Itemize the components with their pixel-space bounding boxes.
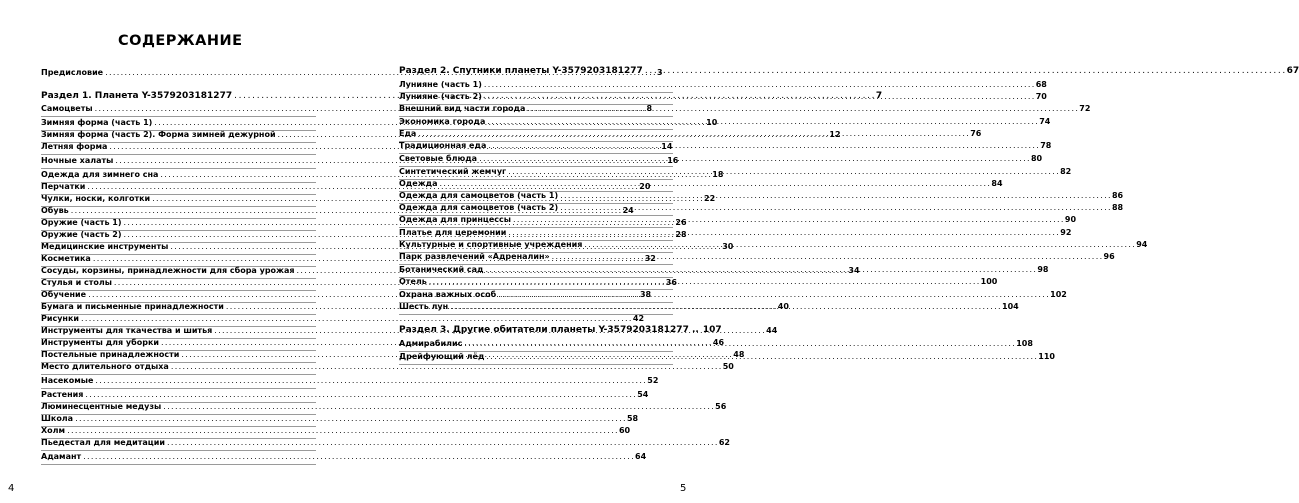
dot-leader (81, 314, 631, 323)
toc-entry-page: 76 (970, 129, 982, 138)
toc-entry-page: 94 (1136, 240, 1148, 249)
toc-entry-page: 7 (875, 91, 883, 101)
toc-entry-label: Зимняя форма (часть 1) (41, 118, 153, 127)
toc-entry-label: Раздел 3. Другие обитатели планеты Y-3579203181277 .. (399, 325, 699, 335)
toc-entry-label: Одежда для самоцветов (часть 2) (399, 203, 559, 212)
toc-entry-page: 60 (618, 426, 631, 435)
dot-leader (552, 252, 1102, 261)
dot-leader (83, 452, 633, 461)
toc-entry-page: 12 (829, 130, 841, 139)
toc-entry-label: Чулки, носки, колготки (41, 194, 151, 203)
dot-leader (485, 265, 1035, 274)
toc-entry-label: Одежда для зимнего сна (41, 170, 159, 179)
toc-entry-label: Холм (41, 426, 66, 435)
dot-leader (95, 376, 645, 385)
dot-leader (418, 129, 968, 138)
dot-leader (560, 203, 1110, 212)
toc-entry-label: Лунияне (часть 2) (399, 92, 482, 101)
toc-entry-label: Инструменты для уборки (41, 338, 159, 347)
dot-leader (440, 179, 990, 188)
dot-leader (464, 339, 1014, 348)
toc-entry-page: 110 (1038, 352, 1055, 361)
toc-entry-page: 44 (766, 326, 778, 335)
toc-entry-label: Одежда для самоцветов (часть 1) (399, 191, 559, 200)
toc-entry-page: 96 (1103, 252, 1115, 261)
toc-entry-page: 74 (1039, 117, 1051, 126)
dot-leader (488, 141, 1038, 150)
dot-leader (508, 228, 1058, 237)
toc-entry (399, 277, 998, 290)
dot-leader (167, 438, 717, 447)
toc-entry-page: 8 (646, 104, 653, 113)
toc-entry (41, 362, 734, 375)
toc-entry-page: 72 (1079, 104, 1091, 113)
toc-entry-page: 22 (704, 194, 716, 203)
toc-entry-page: 3 (656, 68, 663, 77)
dot-leader (487, 117, 1037, 126)
toc-entry-page: 42 (632, 314, 645, 323)
toc-entry-page: 78 (1040, 141, 1052, 150)
toc-entry-page: 50 (722, 362, 734, 371)
toc-entry-label: Ботанический сад (399, 265, 484, 274)
toc-entry-label: Рисунки (41, 314, 79, 323)
toc-entry (399, 141, 1052, 154)
toc-entry-page: 34 (848, 266, 860, 275)
toc-entry-label: Пьедестал для медитации (41, 438, 165, 447)
contents-title: СОДЕРЖАНИЕ (118, 33, 243, 49)
toc-entry-label: Оружие (часть 1) (41, 218, 122, 227)
toc-entry-page: 28 (675, 230, 687, 239)
toc-entry-page: 20 (639, 182, 651, 191)
toc-entry (399, 154, 1043, 167)
toc-entry-page: 62 (718, 438, 730, 447)
toc-entry-page: 82 (1060, 167, 1072, 176)
toc-entry-label: Отель (399, 277, 427, 286)
toc-entry-label: Медицинские инструменты (41, 242, 169, 251)
toc-entry-page: 38 (639, 290, 652, 299)
dot-leader (163, 402, 713, 411)
toc-entry-page: 26 (675, 218, 687, 227)
toc-entry-page: 14 (661, 142, 673, 151)
left-page-number: 4 (8, 483, 15, 494)
toc-entry-page: 64 (635, 452, 647, 461)
toc-entry-label: Одежда для принцессы (399, 215, 511, 224)
toc-section-heading (399, 66, 1299, 78)
toc-entry-page: 24 (622, 206, 634, 215)
toc-entry-label: Перчатки (41, 182, 86, 191)
toc-entry-label: Раздел 1. Планета Y-3579203181277 (41, 91, 233, 101)
toc-entry-page: 92 (1060, 228, 1072, 237)
dot-leader (584, 240, 1134, 249)
toc-entry-label: Одежда (399, 179, 438, 188)
toc-entry-page: 54 (637, 390, 649, 399)
toc-entry-label: Лунияне (часть 1) (399, 80, 482, 89)
toc-entry-page: 70 (1035, 92, 1047, 101)
toc-entry-label: Парк развлечений «Адреналин» (399, 252, 550, 261)
toc-entry-label: Экономика города (399, 117, 486, 126)
toc-entry-label: Место длительного отдыха (41, 362, 169, 371)
dot-leader (484, 80, 1034, 89)
toc-entry-label: Культурные и спортивные учреждения (399, 240, 583, 249)
toc-entry-label: Постельные принадлежности (41, 350, 180, 359)
toc-entry-label: Стулья и столы (41, 278, 112, 287)
toc-entry (41, 376, 659, 389)
toc-entry-label: Обувь (41, 206, 69, 215)
toc-entry-page: 40 (777, 302, 789, 311)
toc-entry-label: Оружие (часть 2) (41, 230, 122, 239)
toc-entry-page: 102 (1050, 290, 1067, 299)
toc-entry-page: 56 (715, 402, 727, 411)
toc-entry-page: 10 (706, 118, 718, 127)
dot-leader (527, 104, 1077, 113)
dot-leader (513, 215, 1063, 224)
toc-entry (41, 452, 647, 465)
toc-entry-label: Растения (41, 390, 84, 399)
toc-entry-label: Предисловие (41, 68, 104, 77)
toc-entry-label: Насекомые (41, 376, 94, 385)
toc-entry-label: Охрана важных особ (399, 290, 497, 299)
toc-entry-page: 100 (980, 277, 998, 286)
toc-entry-label: Школа (41, 414, 74, 423)
toc-entry-label: Сосуды, корзины, принадлежности для сбора урожая (41, 266, 295, 275)
toc-entry-page: 98 (1037, 265, 1049, 274)
toc-entry-page: 32 (644, 254, 656, 263)
toc-entry-label: Световые блюда (399, 154, 478, 163)
toc-entry-label: Обучение (41, 290, 87, 299)
dot-leader (560, 191, 1110, 200)
toc-entry-label: Бумага и письменные принадлежности (41, 302, 224, 311)
toc-entry-page: 52 (647, 376, 659, 385)
toc-entry-page: 104 (1002, 302, 1019, 311)
toc-entry-page: 67 (1286, 66, 1299, 76)
dot-leader (479, 154, 1029, 163)
toc-entry-label: Раздел 2. Спутники планеты Y-3579203181277 (399, 66, 643, 76)
toc-section-heading (399, 325, 722, 337)
toc-entry-label: Традиционная еда (399, 141, 487, 150)
toc-entry-label: Инструменты для ткачества и шитья (41, 326, 213, 335)
toc-entry-page: 86 (1111, 191, 1124, 200)
toc-entry-label: Еда (399, 129, 417, 138)
dot-leader (508, 167, 1058, 176)
toc-entry-label: Ночные халаты (41, 156, 114, 165)
toc-entry-label: Зимняя форма (часть 2). Форма зимней дежурной (41, 130, 276, 139)
toc-entry-page: 36 (665, 278, 677, 287)
toc-entry-page: 30 (722, 242, 734, 251)
toc-entry-label: Адамант (41, 452, 82, 461)
dot-leader (85, 390, 635, 399)
toc-entry-page: 46 (712, 338, 725, 347)
toc-entry-page: 90 (1064, 215, 1077, 224)
toc-entry-label: Дрейфующий лёд (399, 352, 485, 361)
toc-entry (399, 252, 1115, 265)
toc-entry-page: 48 (733, 350, 745, 359)
toc-entry-label: Платье для церемонии (399, 228, 507, 237)
toc-entry-label: Косметика (41, 254, 91, 263)
toc-entry-page: 88 (1111, 203, 1124, 212)
toc-entry-label: Внешний вид части города (399, 104, 526, 113)
toc-entry-label: Самоцветы (41, 104, 93, 113)
toc-entry (41, 438, 730, 451)
dot-leader (67, 426, 617, 435)
dot-leader (429, 277, 979, 286)
toc-entry-page: 107 (702, 325, 722, 335)
toc-entry-page: 18 (712, 170, 724, 179)
dot-leader (484, 92, 1034, 101)
toc-entry (399, 104, 1091, 117)
toc-entry-page: 16 (667, 156, 679, 165)
toc-entry-label: Адмирабилис (399, 339, 463, 348)
dot-leader (486, 352, 1036, 361)
toc-entry-label: Люминесцентные медузы (41, 402, 162, 411)
toc-entry-page: 84 (991, 179, 1003, 188)
toc-entry-page: 68 (1035, 80, 1047, 89)
dot-leader (645, 66, 1285, 76)
toc-entry-label: Шесть лун (399, 302, 449, 311)
dot-leader (498, 290, 1048, 299)
right-page-number: 5 (680, 483, 687, 494)
toc-entry-label: Летняя форма (41, 142, 108, 151)
toc-entry-page: 108 (1016, 339, 1033, 348)
dot-leader (450, 302, 1000, 311)
toc-entry-page: 58 (626, 414, 639, 423)
toc-entry-page: 80 (1030, 154, 1043, 163)
dot-leader (75, 414, 625, 423)
toc-entry-label: Синтетический жемчуг (399, 167, 507, 176)
